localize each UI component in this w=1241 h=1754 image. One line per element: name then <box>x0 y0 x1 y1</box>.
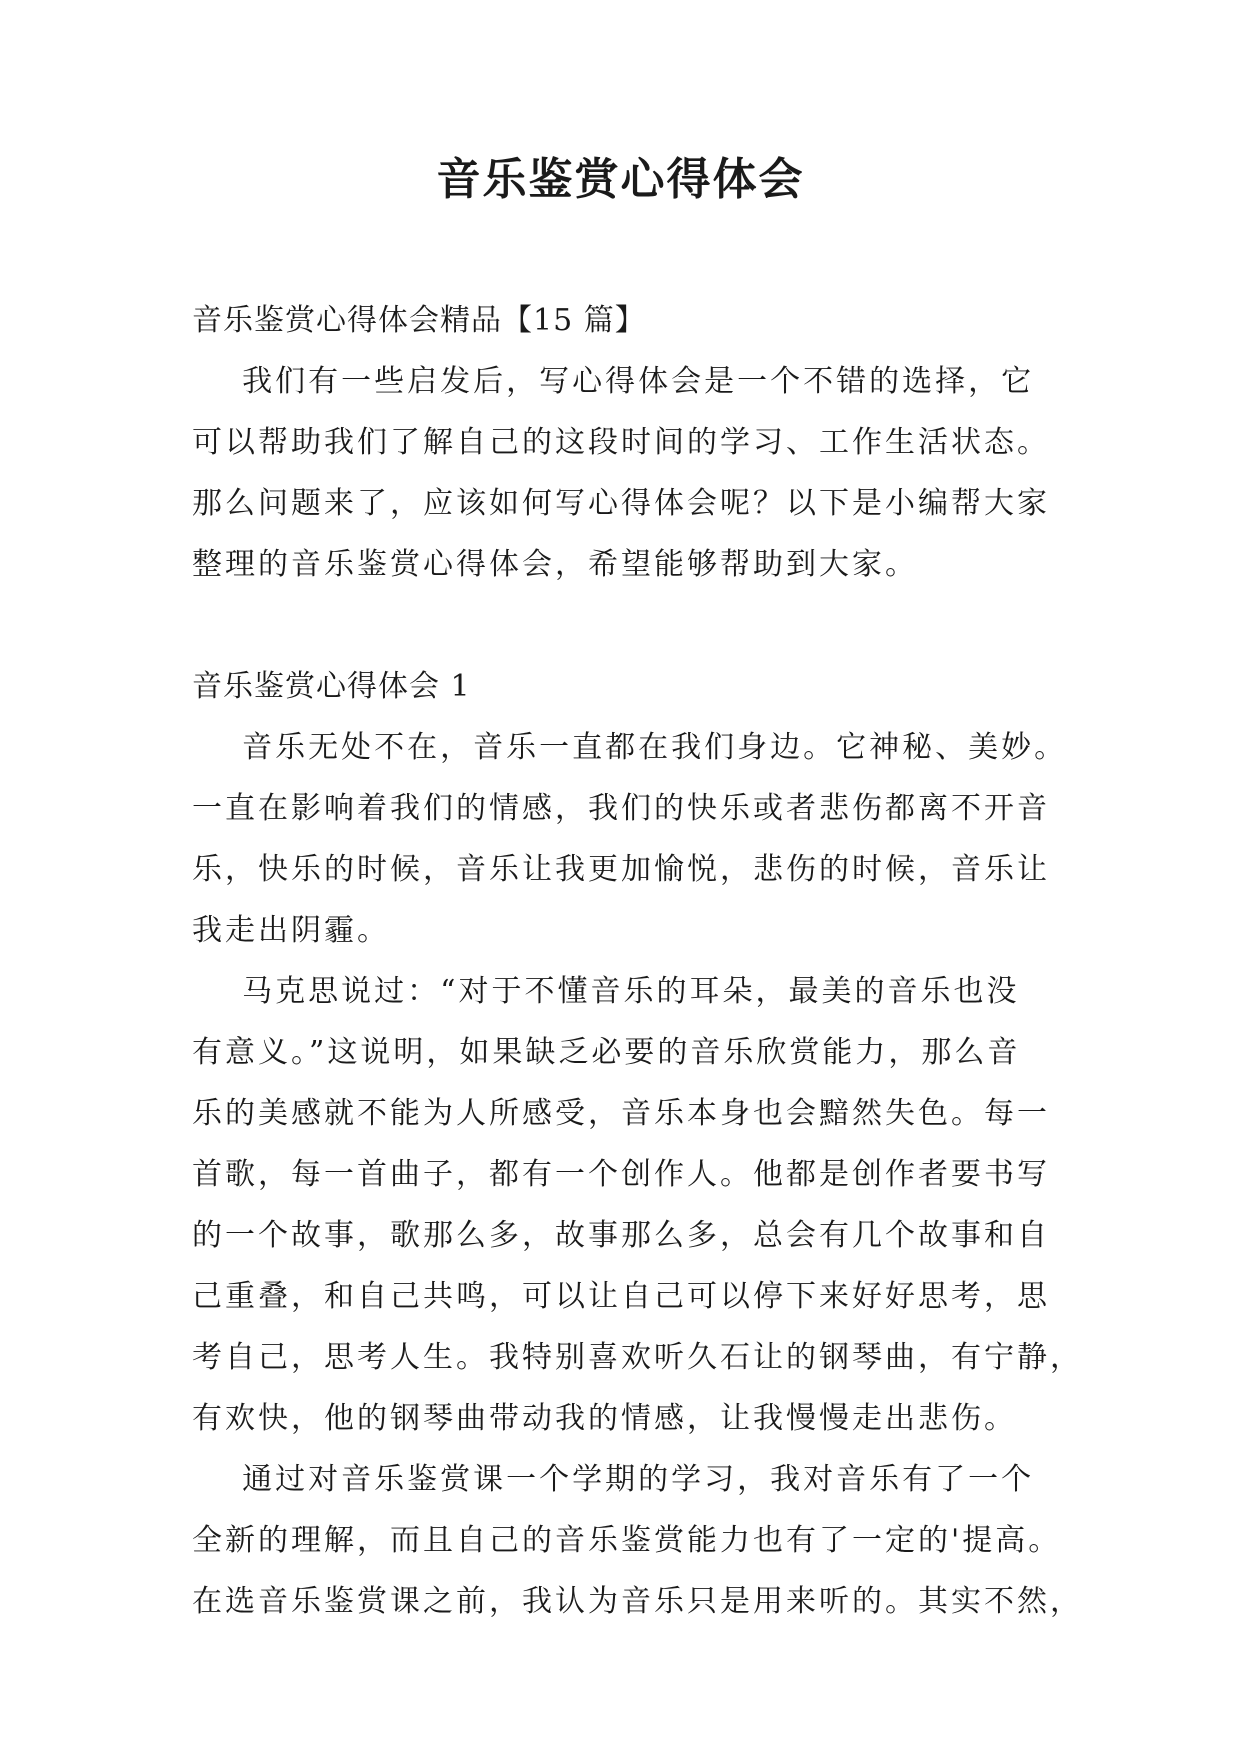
body-paragraph <box>192 717 1068 961</box>
text-line: 首歌，每一首曲子，都有一个创作人。他都是创作者要书写 <box>192 1157 1050 1192</box>
text-line: 一直在影响着我们的情感，我们的快乐或者悲伤都离不开音 <box>192 791 1050 826</box>
blank-line <box>192 595 1052 656</box>
body-paragraph <box>192 1449 1083 1632</box>
text-line: 考自己，思考人生。我特别喜欢听久石让的钢琴曲，有宁静， <box>192 1340 1083 1375</box>
intro-paragraph <box>192 351 1052 595</box>
text-line: 音乐无处不在，音乐一直都在我们身边。它神秘、美妙。 <box>192 730 1068 765</box>
text-line: 通过对音乐鉴赏课一个学期的学习，我对音乐有了一个 <box>192 1462 1035 1497</box>
text-line: 的一个故事，歌那么多，故事那么多，总会有几个故事和自 <box>192 1218 1050 1253</box>
section-heading <box>192 290 1052 351</box>
text-line: 可以帮助我们了解自己的这段时间的学习、工作生活状态。 <box>192 425 1050 460</box>
text-line: 全新的理解，而且自己的音乐鉴赏能力也有了一定的'提高。 <box>192 1523 1062 1558</box>
text-line: 有欢快，他的钢琴曲带动我的情感，让我慢慢走出悲伤。 <box>192 1401 1017 1436</box>
text-line: 我们有一些启发后，写心得体会是一个不错的选择，它 <box>192 364 1035 399</box>
text-line: 乐，快乐的时候，音乐让我更加愉悦，悲伤的时候，音乐让 <box>192 852 1050 887</box>
heading-line: 音乐鉴赏心得体会 1 <box>192 669 471 704</box>
text-line: 己重叠，和自己共鸣，可以让自己可以停下来好好思考，思 <box>192 1279 1050 1314</box>
text-line: 马克思说过：“对于不懂音乐的耳朵，最美的音乐也没 <box>192 974 1020 1009</box>
text-line: 我走出阴霾。 <box>192 913 390 948</box>
text-line: 那么问题来了，应该如何写心得体会呢？以下是小编帮大家 <box>192 486 1050 521</box>
heading-line: 音乐鉴赏心得体会精品【15 篇】 <box>192 303 646 338</box>
text-line: 有意义。”这说明，如果缺乏必要的音乐欣赏能力，那么音 <box>192 1035 1021 1070</box>
document-title: 音乐鉴赏心得体会 <box>436 154 805 205</box>
document-body <box>192 290 1083 1632</box>
text-line: 在选音乐鉴赏课之前，我认为音乐只是用来听的。其实不然， <box>192 1584 1083 1619</box>
body-paragraph <box>192 961 1083 1449</box>
text-line: 乐的美感就不能为人所感受，音乐本身也会黯然失色。每一 <box>192 1096 1050 1131</box>
section-heading <box>192 656 1052 717</box>
text-line: 整理的音乐鉴赏心得体会，希望能够帮助到大家。 <box>192 547 918 582</box>
